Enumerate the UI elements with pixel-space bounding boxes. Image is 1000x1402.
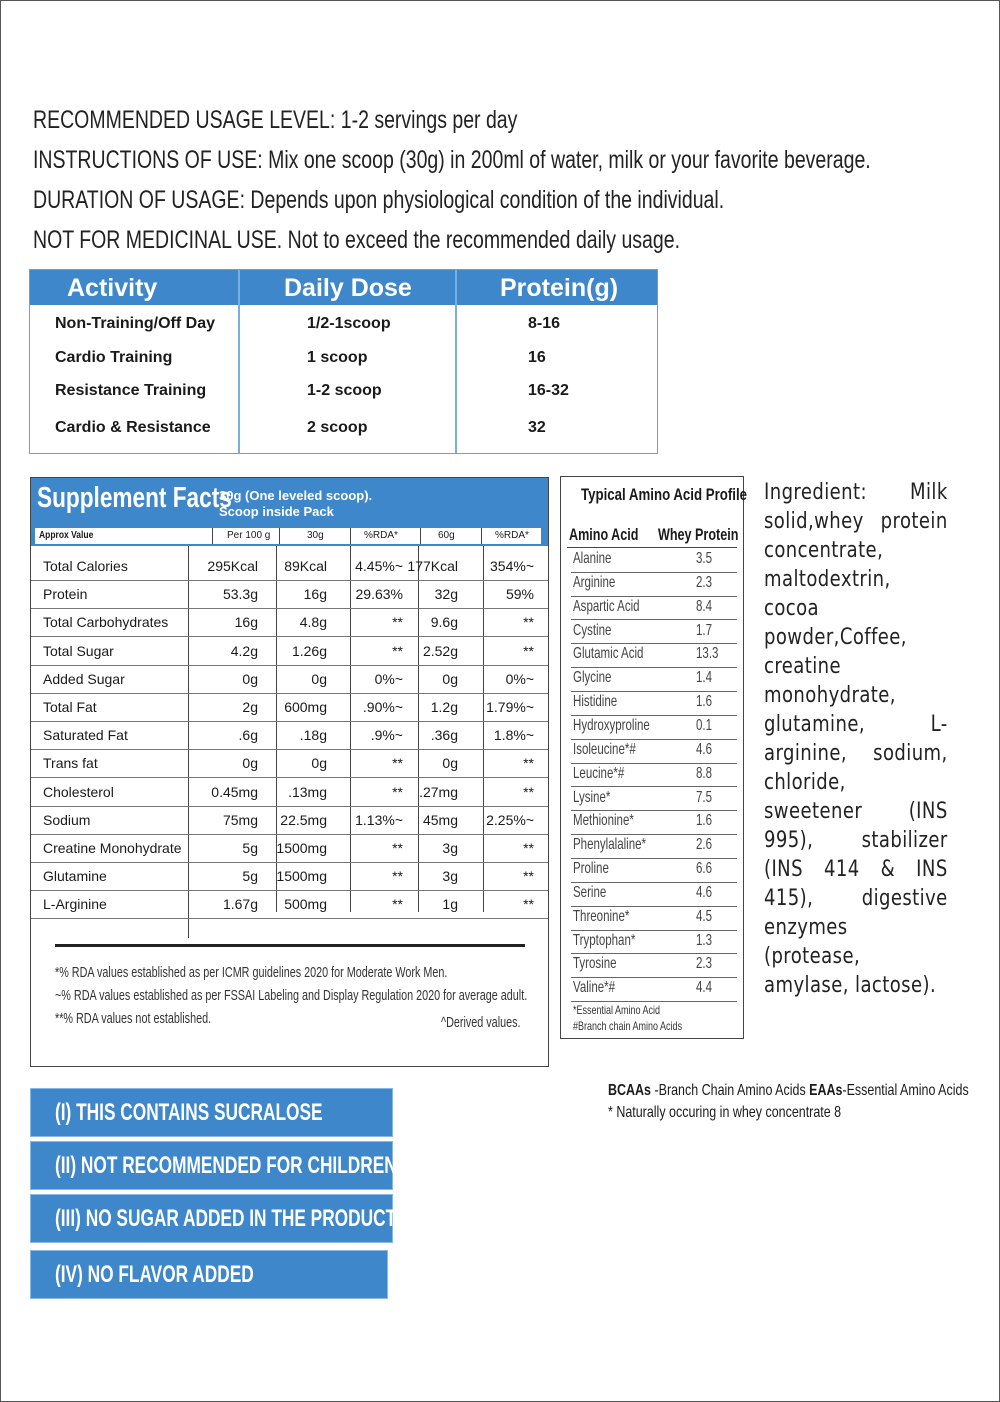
header-daily-dose: Daily Dose (284, 274, 412, 302)
amino-acid-value: 13.3 (696, 645, 719, 663)
nutrient-value: 4.2g (230, 642, 258, 659)
footnote-rule (55, 944, 525, 947)
nutrient-value: 1.79%~ (486, 699, 534, 715)
amino-acid-name: Phenylalaline* (573, 836, 647, 854)
amino-acid-value: 1.4 (696, 669, 713, 687)
activity-name: Cardio Training (55, 349, 173, 366)
activity-dose: 2 scoop (307, 419, 368, 436)
amino-acid-name: Leucine*# (573, 764, 625, 782)
nutrient-value: 0g (442, 755, 458, 772)
nutrient-name: Protein (43, 586, 88, 603)
amino-acid-value: 8.4 (696, 597, 713, 615)
table-row (31, 665, 548, 694)
amino-acid-name: Lysine* (573, 788, 611, 806)
table-row (31, 580, 548, 609)
amino-acid-name: Glutamic Acid (573, 645, 644, 663)
amino-acid-value: 2.6 (696, 836, 713, 854)
nutrient-value: ** (523, 840, 534, 856)
header-protein: Protein(g) (500, 274, 619, 302)
nutrient-value: 2g (242, 699, 258, 715)
list-item (571, 977, 737, 1002)
serving-line: 30g (One leveled scoop). (219, 488, 373, 503)
nutrient-value: 1.13%~ (355, 811, 403, 828)
nutrient-value: 295Kcal (207, 558, 258, 574)
nutrient-value: 1.67g (222, 896, 258, 913)
nutrient-value: 89Kcal (284, 558, 327, 574)
nutrient-value: ** (523, 755, 534, 772)
nutrient-value: ** (392, 642, 403, 659)
nutrient-value: 0g (242, 670, 258, 687)
table-row (31, 721, 548, 750)
column-divider (212, 528, 213, 544)
nutrient-name: Added Sugar (43, 670, 125, 687)
nutrient-value: 75mg (222, 811, 258, 828)
supplement-facts-column-header (35, 528, 541, 544)
header-whey-protein: Whey Protein (658, 525, 739, 544)
nutrient-value: ** (523, 614, 534, 631)
column-divider (481, 528, 482, 544)
column-30g: 30g (307, 530, 324, 541)
nutrient-value: 53.3g (222, 586, 258, 603)
nutrient-value: 0g (442, 670, 458, 687)
nutrient-value: 177Kcal (407, 558, 458, 574)
table-row (30, 376, 657, 406)
warning-children (30, 1141, 397, 1190)
activity-name: Non-Training/Off Day (55, 315, 215, 332)
nutrient-value: ** (392, 755, 403, 772)
list-item (571, 858, 737, 883)
list-item (571, 787, 737, 812)
nutrient-value: ** (392, 840, 403, 856)
activity-dose: 1-2 scoop (307, 382, 382, 399)
warning-no-flavor (30, 1250, 388, 1299)
amino-acid-value: 2.3 (696, 573, 713, 591)
nutrient-name: Creatine Monohydrate (43, 840, 182, 856)
activity-protein: 8-16 (528, 315, 561, 332)
table-row (31, 693, 548, 722)
amino-acid-value: 2.3 (696, 955, 713, 973)
nutrient-value: 1.8%~ (493, 727, 534, 744)
table-row (31, 834, 548, 863)
amino-acid-name: Methionine* (573, 812, 634, 830)
nutrient-value: 3g (442, 868, 458, 885)
eaa-abbr: EAAs (809, 1082, 843, 1099)
nutrient-value: ** (392, 896, 403, 913)
amino-acid-profile (560, 476, 748, 1039)
abbreviation-legend (608, 1082, 969, 1100)
list-item (571, 691, 737, 716)
nutrient-value: 45mg (422, 811, 458, 828)
list-item (571, 548, 737, 573)
nutrient-value: 354%~ (490, 558, 534, 574)
list-item (571, 763, 737, 788)
warning-text: (III) NO SUGAR ADDED IN THE PRODUCT (55, 1205, 397, 1232)
nutrient-value: 1500mg (276, 840, 327, 856)
amino-acid-name: Histidine (573, 693, 618, 711)
nutrient-value: ** (523, 642, 534, 659)
activity-protein: 16-32 (528, 382, 569, 399)
warning-text: (II) NOT RECOMMENDED FOR CHILDREN (55, 1152, 397, 1179)
nutrient-value: 16g (303, 586, 327, 603)
usage-disclaimer: NOT FOR MEDICINAL USE. Not to exceed the recommended daily usage. (33, 226, 681, 254)
nutrient-value: 4.45%~ (355, 558, 403, 574)
nutrient-value: ** (392, 783, 403, 800)
nutrient-value: 29.63% (355, 586, 403, 603)
nutrient-name: Sodium (43, 811, 91, 828)
list-item (571, 572, 737, 597)
list-item (571, 620, 737, 645)
nutrient-value: 600mg (284, 699, 327, 715)
amino-acid-value: 1.7 (696, 621, 713, 639)
activity-dose: 1 scoop (307, 349, 368, 366)
serving-size (219, 488, 372, 520)
nutrient-value: 32g (434, 586, 458, 603)
usage-instructions (33, 100, 871, 260)
nutrient-value: 5g (242, 840, 258, 856)
column-approx-value: Approx Value (39, 530, 94, 541)
nutrient-name: Total Sugar (43, 642, 114, 659)
nutrient-name: Glutamine (43, 868, 107, 885)
nutrient-value: 2.25%~ (486, 811, 534, 828)
activity-name: Resistance Training (55, 382, 207, 399)
supplement-facts-panel (30, 477, 549, 1067)
amino-acid-name: Valine*# (573, 979, 616, 997)
nutrient-value: .18g (299, 727, 327, 744)
amino-acid-value: 1.3 (696, 931, 713, 949)
nutrient-value: .9%~ (370, 727, 403, 744)
column-60g: 60g (438, 530, 455, 541)
nutrient-value: 9.6g (430, 614, 458, 631)
nutrient-value: 3g (442, 840, 458, 856)
amino-acid-profile-title: Typical Amino Acid Profile (581, 485, 748, 504)
bcaa-text: -Branch Chain Amino Acids (650, 1082, 810, 1099)
list-item (571, 906, 737, 931)
nutrient-name: Total Fat (43, 699, 97, 715)
nutrient-value: ** (523, 896, 534, 913)
nutrient-value: .27mg (419, 783, 458, 800)
table-row (30, 413, 657, 443)
amino-acid-value: 7.5 (696, 788, 713, 806)
amino-acid-name: Glycine (573, 669, 612, 687)
warning-text: (IV) NO FLAVOR ADDED (55, 1261, 254, 1288)
footnote-icmr: *% RDA values established as per ICMR guidelines 2020 for Moderate Work Men. (55, 964, 448, 981)
bcaa-abbr: BCAAs (608, 1082, 651, 1099)
nutrient-value: 0%~ (374, 670, 403, 687)
amino-acid-value: 8.8 (696, 764, 713, 782)
list-item (571, 667, 737, 692)
nutrient-value: 4.8g (299, 614, 327, 631)
nutrient-name: Cholesterol (43, 783, 114, 800)
nutrient-name: L-Arginine (43, 896, 107, 913)
nutrient-value: .6g (238, 727, 258, 744)
amino-acid-value: 4.4 (696, 979, 713, 997)
nutrient-value: 0g (311, 755, 327, 772)
ingredient-list: Ingredient: Milk solid,whey protein concentrate, maltodextrin, cocoa powder,Coffee, creatine monohydrate, glutamine, L-arginine, sodium, chloride, sweetener (INS 995), stabilizer (INS 414 & INS 415), digestive enzymes (protease, amylase, lactose). (764, 480, 948, 998)
usage-instructions-line: INSTRUCTIONS OF USE: Mix one scoop (30g) in 200ml of water, milk or your favorite beverage. (33, 146, 871, 174)
nutrient-value: 59% (505, 586, 534, 603)
serving-line: Scoop inside Pack (219, 504, 334, 519)
nutrient-value: 5g (242, 868, 258, 885)
nutrient-name: Total Calories (43, 558, 128, 574)
amino-acid-name: Serine (573, 883, 607, 901)
activity-dose-table (29, 269, 658, 454)
column-rda-60g: %RDA* (495, 530, 529, 541)
list-item (571, 643, 737, 668)
amino-acid-name: Alanine (573, 550, 612, 567)
amino-acid-header (567, 525, 737, 548)
nutrient-value: 1g (442, 896, 458, 913)
column-divider (279, 528, 280, 544)
list-item (571, 739, 737, 764)
activity-table-header (30, 270, 657, 305)
nutrient-value: 500mg (284, 896, 327, 913)
footnote-derived: ^Derived values. (441, 1014, 521, 1031)
amino-acid-value: 1.6 (696, 693, 713, 711)
activity-name: Cardio & Resistance (55, 419, 211, 436)
table-row (31, 637, 548, 666)
activity-dose: 1/2-1scoop (307, 315, 391, 332)
table-row (30, 309, 657, 339)
table-row (31, 608, 548, 637)
list-item (571, 953, 737, 978)
nutrient-value: 0%~ (505, 670, 534, 687)
nutrient-value: 1.26g (291, 642, 327, 659)
table-row (31, 890, 548, 919)
header-activity: Activity (67, 274, 158, 302)
supplement-facts-header (31, 478, 548, 546)
table-row (31, 552, 548, 581)
essential-amino-note: *Essential Amino Acid (573, 1003, 661, 1017)
amino-acid-name: Arginine (573, 573, 616, 591)
nutrient-value: 2.52g (422, 642, 458, 659)
nutrient-name: Saturated Fat (43, 727, 128, 744)
warning-no-sugar (30, 1194, 397, 1243)
column-rda-30g: %RDA* (364, 530, 398, 541)
amino-acid-value: 0.1 (696, 716, 713, 734)
amino-acid-name: Hydroxyproline (573, 716, 650, 734)
amino-acid-name: Tryptophan* (573, 931, 636, 949)
nutrient-name: Trans fat (43, 755, 98, 772)
list-item (571, 810, 737, 835)
nutrient-value: ** (392, 868, 403, 885)
header-amino-acid: Amino Acid (569, 525, 639, 544)
usage-duration: DURATION OF USAGE: Depends upon physiological condition of the individual. (33, 186, 725, 214)
natural-occurrence-note: * Naturally occuring in whey concentrate 8 (608, 1104, 842, 1121)
list-item (571, 715, 737, 740)
amino-acid-name: Cystine (573, 621, 612, 639)
nutrient-name: Total Carbohydrates (43, 614, 169, 631)
amino-acid-name: Isoleucine*# (573, 740, 636, 758)
column-divider (420, 528, 421, 544)
nutrient-value: 0g (242, 755, 258, 772)
amino-acid-value: 4.5 (696, 907, 713, 925)
activity-protein: 16 (528, 349, 546, 366)
usage-level: RECOMMENDED USAGE LEVEL: 1-2 servings per day (33, 106, 518, 134)
nutrient-value: 1500mg (276, 868, 327, 885)
amino-acid-name: Tyrosine (573, 955, 617, 973)
list-item (571, 882, 737, 907)
column-per-100g: Per 100 g (227, 530, 271, 541)
nutrient-value: .90%~ (362, 699, 403, 715)
column-divider (350, 528, 351, 544)
nutrient-value: ** (523, 868, 534, 885)
list-item (571, 930, 737, 955)
list-item (571, 834, 737, 859)
amino-acid-name: Aspartic Acid (573, 597, 640, 615)
nutrient-value: 16g (234, 614, 258, 631)
table-row (31, 778, 548, 807)
nutrient-value: ** (392, 614, 403, 631)
amino-acid-name: Threonine* (573, 907, 630, 925)
amino-acid-name: Proline (573, 860, 609, 878)
nutrient-value: 22.5mg (280, 811, 327, 828)
list-item (571, 596, 737, 621)
amino-acid-value: 6.6 (696, 860, 713, 878)
amino-acid-value: 3.5 (696, 550, 713, 567)
table-row (31, 862, 548, 891)
nutrient-value: 1.2g (430, 699, 458, 715)
supplement-facts-title: Supplement Facts (37, 482, 232, 514)
warning-text: (I) THIS CONTAINS SUCRALOSE (55, 1099, 323, 1126)
footnote-not-established: **% RDA values not established. (55, 1010, 212, 1027)
eaa-text: -Essential Amino Acids (842, 1082, 969, 1099)
amino-acid-value: 1.6 (696, 812, 713, 830)
nutrient-value: 0.45mg (211, 783, 258, 800)
table-row (31, 749, 548, 778)
nutrient-value: 0g (311, 670, 327, 687)
warning-sucralose (30, 1088, 393, 1137)
footnote-fssai: ~% RDA values established as per FSSAI Labeling and Display Regulation 2020 for average adult. (55, 987, 528, 1004)
nutrient-value: .13mg (288, 783, 327, 800)
activity-protein: 32 (528, 419, 546, 436)
table-row (30, 343, 657, 373)
table-row (31, 806, 548, 835)
amino-acid-value: 4.6 (696, 883, 713, 901)
amino-acid-value: 4.6 (696, 740, 713, 758)
nutrient-value: ** (523, 783, 534, 800)
branch-chain-note: #Branch chain Amino Acids (573, 1019, 683, 1033)
nutrient-value: .36g (430, 727, 458, 744)
